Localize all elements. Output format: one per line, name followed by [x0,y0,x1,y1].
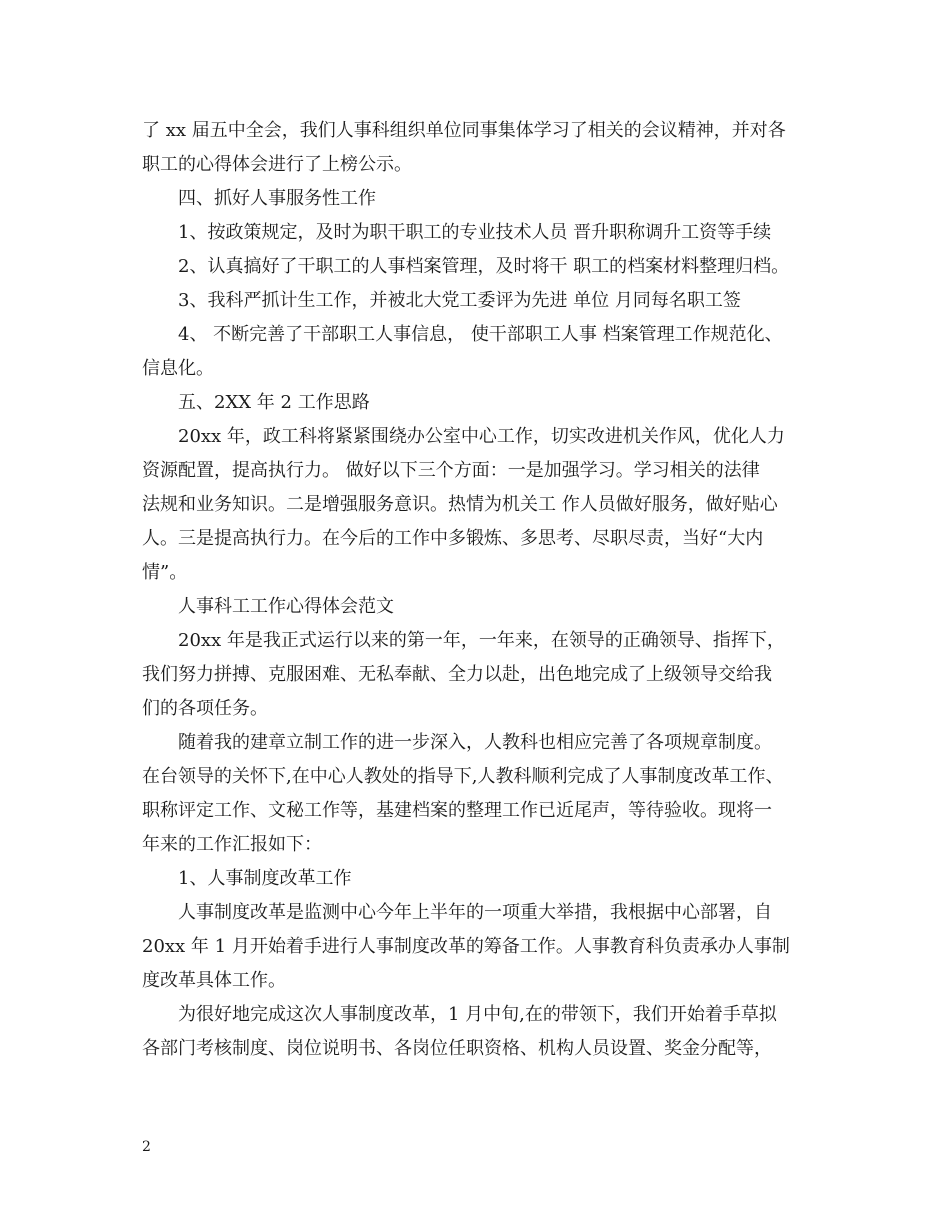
paragraph-line-13: 人。三是提高执行力。在今后的工作中多锻炼、多思考、尽职尽责，当好“大内 [142,528,764,549]
paragraph-line-25: 20xx 年 1 月开始着手进行人事制度改革的筹备工作。人事教育科负责承办人事制 [142,936,790,957]
paragraph-line-19: 随着我的建章立制工作的进一步深入，人教科也相应完善了各项规章制度。 [178,732,772,753]
article-title: 人事科工工作心得体会范文 [178,596,394,617]
list-item-3: 3、我科严抓计生工作，并被北大党工委评为先进 单位 月同每名职工签 [178,290,741,311]
paragraph-line-20: 在台领导的关怀下,在中心人教处的指导下,人教科顺利完成了人事制度改革工作、 [142,766,784,787]
text-line-2: 职工的心得体会进行了上榜公示。 [142,154,412,175]
paragraph-line-11: 资源配置，提高执行力。 做好以下三个方面：一是加强学习。学习相关的法律 [142,460,760,481]
paragraph-line-22: 年来的工作汇报如下： [142,834,322,855]
subsection-heading-1: 1、人事制度改革工作 [178,868,352,889]
section-heading-5: 五、2XX 年 2 工作思路 [178,392,370,413]
page-number: 2 [142,1139,151,1155]
list-item-4: 4、 不断完善了干部职工人事信息， 使干部职工人事 档案管理工作规范化、 [178,324,783,345]
paragraph-line-14: 情”。 [142,562,188,583]
paragraph-line-18: 们的各项任务。 [142,698,268,719]
body-text [142,114,827,1066]
list-item-2: 2、认真搞好了干职工的人事档案管理，及时将干 职工的档案材料整理归档。 [178,256,790,277]
section-heading-4: 四、抓好人事服务性工作 [178,188,376,209]
paragraph-line-16: 20xx 年是我正式运行以来的第一年，一年来，在领导的正确领导、指挥下， [178,630,785,651]
list-item-1: 1、按政策规定，及时为职干职工的专业技术人员 晋升职称调升工资等手续 [178,222,772,243]
paragraph-line-24: 人事制度改革是监测中心今年上半年的一项重大举措，我根据中心部署，自 [178,902,772,923]
paragraph-line-10: 20xx 年，政工科将紧紧围绕办公室中心工作，切实改进机关作风，优化人力 [178,426,785,447]
text-line-1: 了 xx 届五中全会，我们人事科组织单位同事集体学习了相关的会议精神，并对各 [142,120,786,141]
paragraph-line-21: 职称评定工作、文秘工作等，基建档案的整理工作已近尾声，等待验收。现将一 [142,800,772,821]
paragraph-line-26: 度改革具体工作。 [142,970,286,991]
paragraph-line-27: 为很好地完成这次人事制度改革，1 月中旬,在的带领下，我们开始着手草拟 [178,1004,777,1025]
paragraph-line-12: 法规和业务知识。二是增强服务意识。热情为机关工 作人员做好服务，做好贴心 [142,494,778,515]
text-line-8: 信息化。 [142,358,214,379]
paragraph-line-17: 我们努力拼搏、克服困难、无私奉献、全力以赴，出色地完成了上级领导交给我 [142,664,772,685]
paragraph-line-28: 各部门考核制度、岗位说明书、各岗位任职资格、机构人员设置、奖金分配等， [142,1038,772,1059]
